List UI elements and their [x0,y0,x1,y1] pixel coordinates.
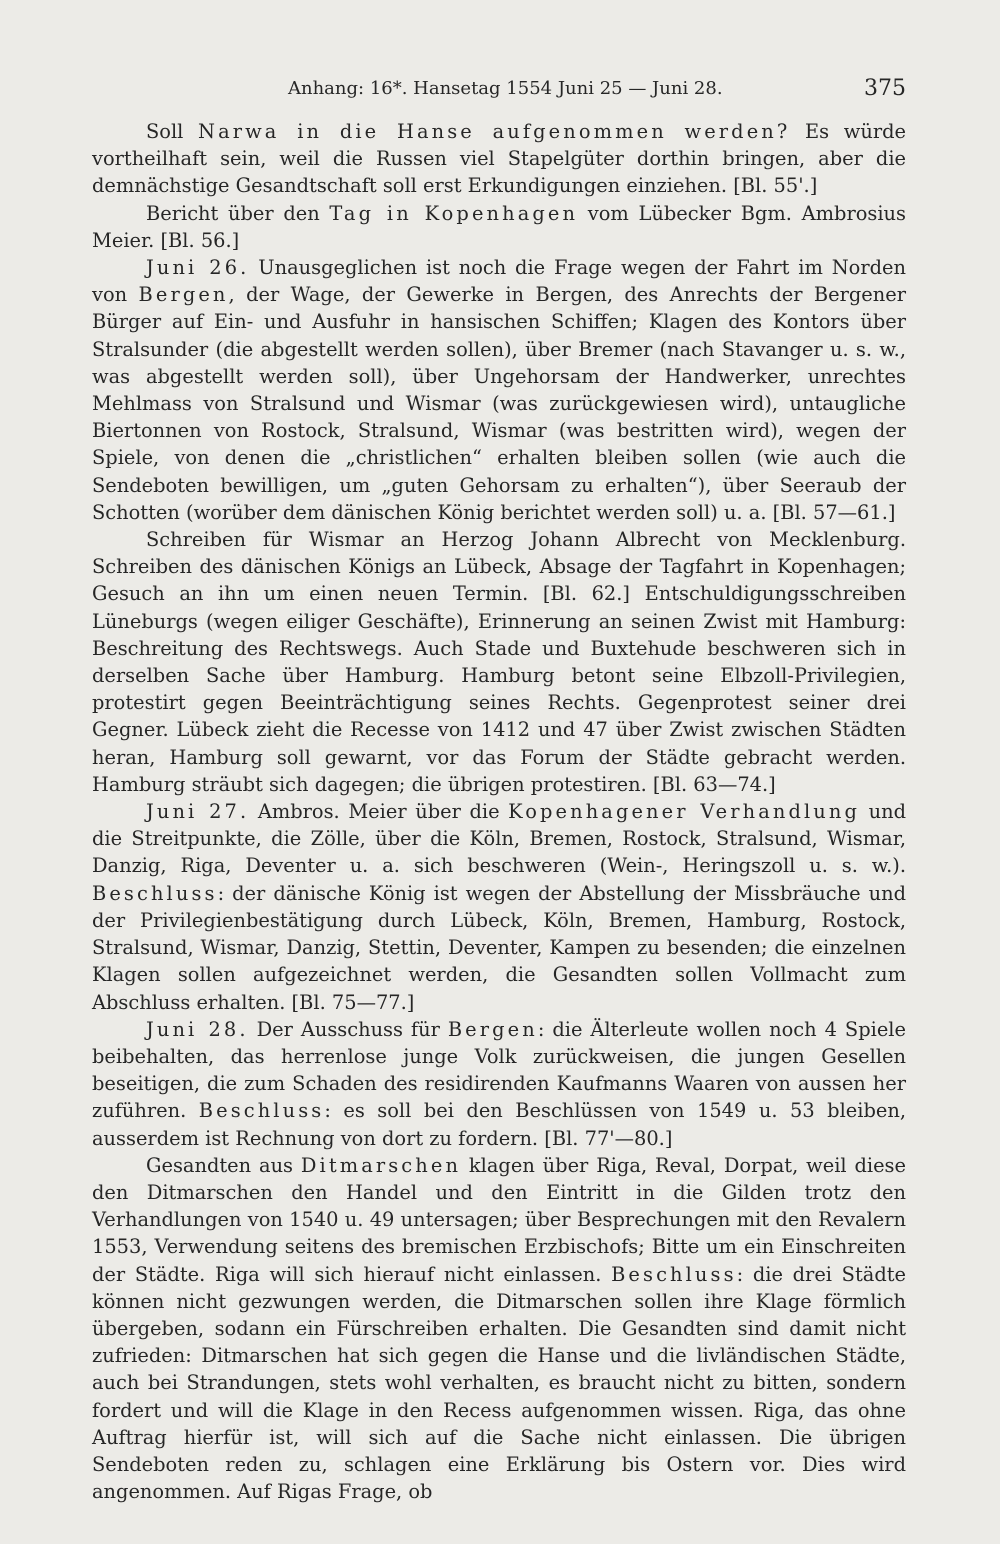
spaced-text: Bergen [138,283,229,307]
text-run: Es würde vortheilhaft sein, weil die Russen viel Stapelgüter dorthin bringen, aber die demnächstige Gesandtschaft soll erst Erkundigungen einziehen. [Bl. 55'.] [92,120,906,198]
page-number: 375 [864,76,906,101]
spaced-text: Ditmarschen [300,1153,462,1177]
paragraph [92,798,906,1016]
spaced-text: Narwa in die Hanse aufgenommen werden? [198,120,791,143]
spaced-text: Beschluss [611,1262,737,1286]
text-run: Bericht über den [146,201,330,225]
text-run: klagen über Riga, Reval, Dorpat, weil diese den Ditmarschen den Handel und den Eintritt in die Gilden trotz den Verhandlungen von 1540 u. 49 untersagen; über Besprechungen mit den Revalern 1553, Verwendung seitens des bremischen Erzbischofs; Bitte um ein Einschreiten der Städte. Riga will sich hierauf nicht einlassen. [92,1153,906,1286]
text-run: : der dänische König ist wegen der Abstellung der Missbräuche und der Privilegienbestätigung durch Lübeck, Köln, Bremen, Hamburg, Rostock, Stralsund, Wismar, Danzig, Stettin, Deventer, Kampen zu besenden; die einzelnen Klagen sollen aufgezeichnet werden, die Gesandten sollen Vollmacht zum Abschluss erhalten. [Bl. 75—77.] [92,881,906,1014]
paragraph [92,526,906,798]
text-run: : es soll bei den Beschlüssen von 1549 u. 53 bleiben, ausserdem ist Rechnung von dort zu fordern. [Bl. 77'—80.] [92,1099,907,1150]
spaced-text: Beschluss [92,881,218,905]
text-run: Unausgeglichen ist noch die Frage wegen der Fahrt im Norden von [92,256,906,307]
text-run: Schreiben für Wismar an Herzog Johann Albrecht von Mecklenburg. Schreiben des dänischen Königs an Lübeck, Absage der Tagfahrt in Kopenhagen; Gesuch an ihn um einen neuen Termin. [Bl. 62.] Entschuldigungsschreiben Lüneburgs (wegen eiliger Geschäfte), Erinnerung an seinen Zwist mit Hamburg: Beschreitung des Rechtswegs. Auch Stade und Buxtehude beschweren sich in derselben Sache über Hamburg. Hamburg betont seine Elbzoll-Privilegien, protestirt gegen Beeinträchtigung seines Rechts. Gegenprotest seiner drei Gegner. Lübeck zieht die Recesse von 1412 und 47 über Zwist zwischen Städten heran, Hamburg soll gewarnt, vor das Forum der Städte gebracht werden. Hamburg sträubt sich dagegen; die übrigen protestiren. [Bl. 63—74.] [92,528,906,796]
paragraph [92,1152,906,1506]
spaced-text: Tag in Kopenhagen [329,201,579,225]
paragraph [92,118,906,200]
text-run: : die Älterleute wollen noch 4 Spiele beibehalten, das herrenlose junge Volk zurückweisen, die jungen Gesellen beseitigen, die zum Schaden des residirenden Kaufmanns Waaren von aussen her zuführen. [92,1017,906,1123]
body-text [92,118,906,1505]
spaced-text: Juni 26. [146,256,250,280]
header-title: Anhang: 16*. Hansetag 1554 Juni 25 — Juni 28. [288,78,723,99]
text-run: Soll [146,120,198,143]
text-run: Ambros. Meier über die [249,800,509,824]
spaced-text: Kopenhagener Verhandlung [508,800,860,824]
spaced-text: Bergen [447,1017,538,1041]
paragraph [92,200,906,254]
text-run: : die drei Städte können nicht gezwungen werden, die Ditmarschen sollen ihre Klage förmlich übergeben, sodann ein Fürschreiben erhalten. Die Gesandten sind damit nicht zufrieden: Ditmarschen hat sich gegen die Hanse und die livländischen Städte, auch bei Strandungen, stets wohl verhalten, es braucht nicht zu bitten, sondern fordert und will die Klage in den Recess aufgenommen wissen. Riga, das ohne Auftrag hierfür ist, will sich auf die Sache nicht einlassen. Die übrigen Sendeboten reden zu, schlagen eine Erklärung bis Ostern vor. Dies wird angenommen. Auf Rigas Frage, ob [92,1262,907,1504]
spaced-text: Beschluss [198,1099,325,1123]
running-header [96,74,906,104]
text-run: Der Ausschuss für [248,1017,448,1041]
text-run: vom Lübecker Bgm. Ambrosius Meier. [Bl. 56.] [92,201,906,252]
text-run: Gesandten aus [146,1153,301,1177]
text-run: , der Wage, der Gewerke in Bergen, des Anrechts der Bergener Bürger auf Ein- und Ausfuhr in hansischen Schiffen; Klagen des Kontors über Stralsunder (die abgestellt werden sollen), über Bremer (nach Stavanger u. s. w., was abgestellt werden soll), über Ungehorsam der Handwerker, unrechtes Mehlmass von Stralsund und Wismar (was zurückgewiesen wird), untaugliche Biertonnen von Rostock, Stralsund, Wismar (was bestritten wird), wegen der Spiele, von denen die „christlichen“ erhalten bleiben sollen (wie auch die Sendeboten bewilligen, um „guten Gehorsam zu erhalten“), über Seeraub der Schotten (worüber dem dänischen König berichtet werden soll) u. a. [Bl. 57—61.] [92,283,906,524]
paragraph [92,254,906,526]
paragraph [92,1016,906,1152]
spaced-text: Juni 27. [146,800,250,824]
spaced-text: Juni 28. [146,1017,249,1041]
text-run: und die Streitpunkte, die Zölle, über die Köln, Bremen, Rostock, Stralsund, Wismar, Danzig, Riga, Deventer u. a. sich beschweren (Wein-, Heringszoll u. s. w.). [92,800,906,878]
